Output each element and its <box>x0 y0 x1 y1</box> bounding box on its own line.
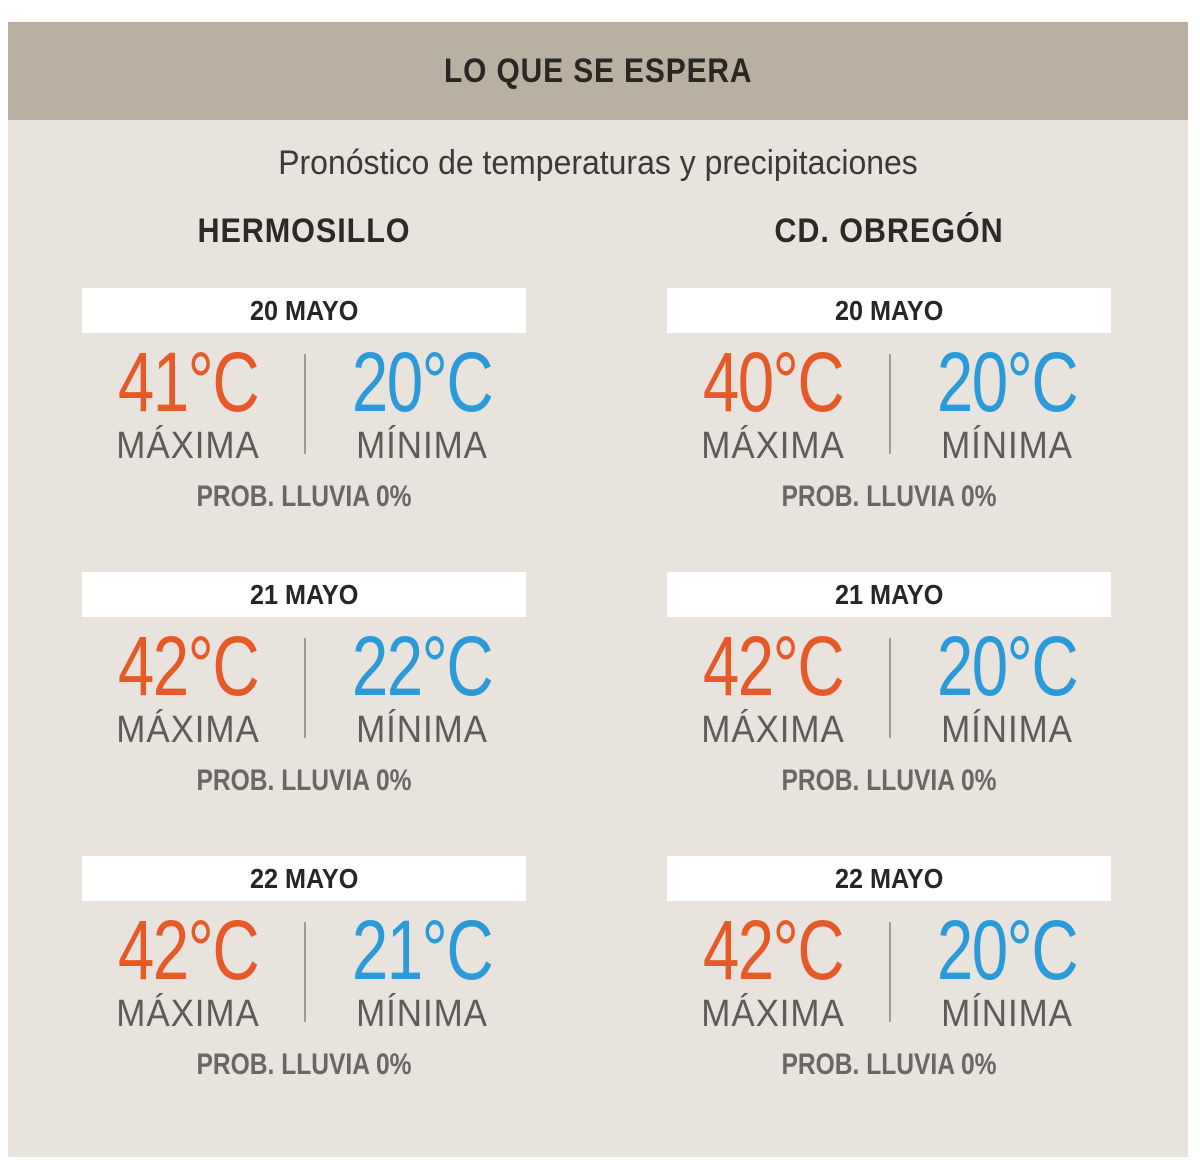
max-temp-block <box>673 903 873 1035</box>
max-temp-block <box>88 903 288 1035</box>
date-bar <box>82 856 526 901</box>
city-name: HERMOSILLO <box>197 212 411 250</box>
min-temp-label: MÍNIMA <box>356 425 488 467</box>
date-label: 21 MAYO <box>834 578 944 610</box>
header-banner <box>8 22 1188 120</box>
day-forecast <box>667 266 1111 550</box>
temperatures <box>82 335 526 467</box>
divider <box>304 354 306 454</box>
max-temp-label: MÁXIMA <box>701 709 845 751</box>
min-temp-value: 20°C <box>936 335 1078 429</box>
max-temp-label: MÁXIMA <box>116 993 260 1035</box>
day-forecast <box>667 834 1111 1118</box>
forecast-card <box>8 22 1188 1157</box>
max-temp-block <box>673 335 873 467</box>
max-temp-label: MÁXIMA <box>701 425 845 467</box>
min-temp-value: 20°C <box>936 619 1078 713</box>
min-temp-block <box>322 335 522 467</box>
min-temp-label: MÍNIMA <box>356 993 488 1035</box>
rain-probability: PROB. LLUVIA 0% <box>196 1048 412 1081</box>
temperatures <box>82 619 526 751</box>
date-label: 20 MAYO <box>249 294 359 326</box>
day-forecast <box>667 550 1111 834</box>
date-label: 22 MAYO <box>834 862 944 894</box>
min-temp-value: 20°C <box>936 903 1078 997</box>
city-column-obregon <box>667 212 1111 1118</box>
rain-probability: PROB. LLUVIA 0% <box>781 480 997 513</box>
divider <box>304 922 306 1022</box>
min-temp-value: 20°C <box>351 335 493 429</box>
temperatures <box>667 335 1111 467</box>
date-label: 21 MAYO <box>249 578 359 610</box>
max-temp-label: MÁXIMA <box>116 709 260 751</box>
day-forecast <box>82 550 526 834</box>
date-bar <box>667 572 1111 617</box>
divider <box>889 922 891 1022</box>
temperatures <box>82 903 526 1035</box>
min-temp-value: 22°C <box>351 619 493 713</box>
date-bar <box>82 572 526 617</box>
date-bar <box>82 288 526 333</box>
max-temp-block <box>88 335 288 467</box>
day-forecast <box>82 834 526 1118</box>
subtitle: Pronóstico de temperaturas y precipitaciones <box>278 144 918 182</box>
date-bar <box>667 288 1111 333</box>
min-temp-block <box>907 903 1107 1035</box>
date-label: 20 MAYO <box>834 294 944 326</box>
temperatures <box>667 903 1111 1035</box>
max-temp-value: 40°C <box>702 335 844 429</box>
date-bar <box>667 856 1111 901</box>
city-name: CD. OBREGÓN <box>774 212 1004 250</box>
rain-probability: PROB. LLUVIA 0% <box>781 764 997 797</box>
rain-probability: PROB. LLUVIA 0% <box>781 1048 997 1081</box>
min-temp-block <box>322 903 522 1035</box>
divider <box>304 638 306 738</box>
rain-probability: PROB. LLUVIA 0% <box>196 480 412 513</box>
max-temp-value: 42°C <box>117 619 259 713</box>
date-label: 22 MAYO <box>249 862 359 894</box>
min-temp-block <box>907 619 1107 751</box>
temperatures <box>667 619 1111 751</box>
page-title: LO QUE SE ESPERA <box>443 51 753 90</box>
max-temp-value: 42°C <box>702 903 844 997</box>
min-temp-value: 21°C <box>351 903 493 997</box>
max-temp-block <box>88 619 288 751</box>
max-temp-label: MÁXIMA <box>701 993 845 1035</box>
min-temp-label: MÍNIMA <box>941 709 1073 751</box>
min-temp-block <box>907 335 1107 467</box>
min-temp-label: MÍNIMA <box>941 993 1073 1035</box>
min-temp-block <box>322 619 522 751</box>
divider <box>889 638 891 738</box>
rain-probability: PROB. LLUVIA 0% <box>196 764 412 797</box>
divider <box>889 354 891 454</box>
max-temp-value: 41°C <box>117 335 259 429</box>
max-temp-value: 42°C <box>117 903 259 997</box>
max-temp-label: MÁXIMA <box>116 425 260 467</box>
city-column-hermosillo <box>82 212 526 1118</box>
min-temp-label: MÍNIMA <box>356 709 488 751</box>
day-forecast <box>82 266 526 550</box>
max-temp-block <box>673 619 873 751</box>
min-temp-label: MÍNIMA <box>941 425 1073 467</box>
max-temp-value: 42°C <box>702 619 844 713</box>
